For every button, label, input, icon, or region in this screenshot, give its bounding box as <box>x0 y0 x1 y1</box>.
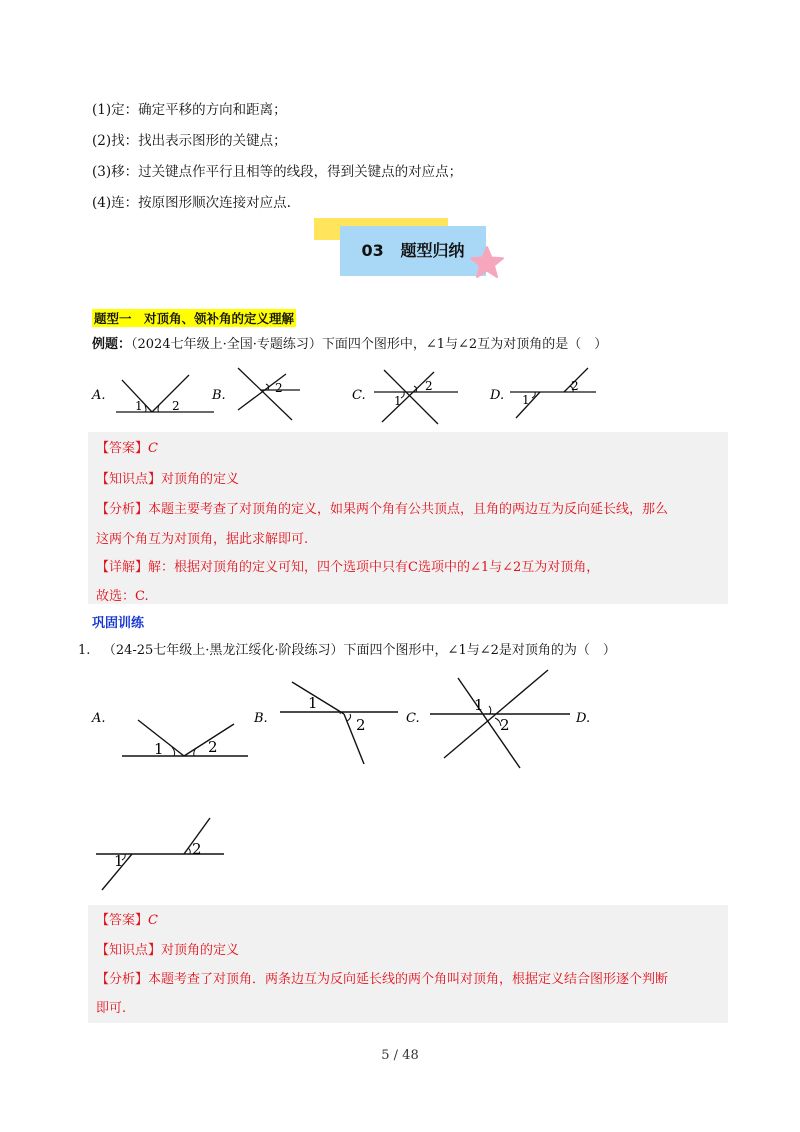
q1-option-a-label: A. <box>92 711 106 726</box>
question-type-title: 题型一 对顶角、领补角的定义理解 <box>94 311 295 326</box>
example-knowledge <box>96 468 239 487</box>
example-figure-a <box>116 375 214 413</box>
analysis-text-1: 本题主要考查了对顶角的定义，如果两个角有公共顶点，且角的两边互为反向延长线，那么 <box>148 502 669 517</box>
example-c-angle-2: 2 <box>425 379 433 393</box>
example-d-angle-2: 2 <box>571 379 579 393</box>
q1-option-b-label: B. <box>254 711 268 726</box>
example-option-d-label: D. <box>490 388 505 403</box>
section-banner <box>312 216 512 286</box>
q1-analysis-line-2: 即可. <box>96 1001 127 1016</box>
detail-text: 解：根据对顶角的定义可知，四个选项中只有C选项中的∠1与∠2互为对顶角， <box>148 560 600 575</box>
q1-d-angle-2: 2 <box>192 840 202 858</box>
example-figures <box>88 360 608 426</box>
q1-analysis-tag: 【分析】 <box>96 972 149 987</box>
q1-knowledge-tag: 【知识点】 <box>96 943 162 958</box>
q1-answer-value: C <box>148 913 158 928</box>
q1-c-angle-2: 2 <box>500 716 510 734</box>
example-analysis-line-2: 这两个角互为对顶角，据此求解即可. <box>96 532 309 547</box>
q1-knowledge <box>96 939 239 958</box>
q1-b-angle-2: 2 <box>356 716 366 734</box>
q1-d-angle-1: 1 <box>114 852 124 870</box>
q1-option-c-label: C. <box>406 711 420 726</box>
step-4: (4)连：按原图形顺次连接对应点. <box>92 195 291 211</box>
example-b-angle-2: 2 <box>275 381 283 395</box>
section-title-text: 题型归纳 <box>400 241 465 260</box>
example-detail <box>96 556 599 575</box>
example-option-c-label: C. <box>352 388 366 403</box>
step-1: (1)定：确定平移的方向和距离； <box>92 102 287 118</box>
question-1 <box>78 639 616 658</box>
q1-c-angle-1: 1 <box>474 696 484 714</box>
consolidation-title: 巩固训练 <box>92 616 145 631</box>
question-1-figures <box>88 668 608 898</box>
example-figure-c <box>374 370 458 424</box>
example-a-angle-2: 2 <box>172 399 180 413</box>
question-1-number: 1. <box>78 643 91 658</box>
example-analysis <box>96 498 668 517</box>
q1-option-d-label: D. <box>576 711 591 726</box>
example-c-angle-1: 1 <box>394 394 402 408</box>
knowledge-value: 对顶角的定义 <box>161 472 240 487</box>
example-prompt <box>92 333 607 352</box>
analysis-tag: 【分析】 <box>96 502 149 517</box>
q1-figure-b <box>280 682 398 764</box>
example-label: 例题： <box>92 337 132 352</box>
example-text: （2024七年级上·全国·专题练习）下面四个图形中，∠1与∠2互为对顶角的是（ ） <box>131 337 608 352</box>
page-number: 5 / 48 <box>381 1048 419 1063</box>
answer-tag: 【答案】 <box>96 441 149 456</box>
q1-answer-tag: 【答案】 <box>96 913 149 928</box>
q1-b-angle-1: 1 <box>308 694 318 712</box>
example-figure-d <box>510 368 596 418</box>
q1-a-angle-1: 1 <box>154 740 164 758</box>
example-figure-b <box>238 368 300 420</box>
knowledge-tag: 【知识点】 <box>96 472 162 487</box>
q1-figure-d <box>96 818 224 890</box>
question-1-text: （24-25七年级上·黑龙江绥化·阶段练习）下面四个图形中，∠1与∠2是对顶角的为（ ） <box>102 643 616 658</box>
q1-answer <box>96 909 158 928</box>
example-conclusion: 故选：C. <box>96 589 149 604</box>
q1-figure-c <box>430 670 570 768</box>
q1-analysis <box>96 968 668 987</box>
question-1-answer-box <box>88 905 728 1023</box>
example-a-angle-1: 1 <box>135 399 143 413</box>
detail-tag: 【详解】 <box>96 560 149 575</box>
section-title <box>340 226 486 276</box>
section-number: 03 <box>361 241 384 260</box>
example-option-b-label: B. <box>212 388 226 403</box>
q1-figure-a <box>122 720 248 758</box>
answer-value: C <box>148 441 158 456</box>
q1-a-angle-2: 2 <box>208 738 218 756</box>
step-2: (2)找：找出表示图形的关键点； <box>92 133 287 149</box>
star-icon <box>470 246 504 278</box>
example-answer-box <box>88 432 728 604</box>
q1-analysis-text-1: 本题考查了对顶角．两条边互为反向延长线的两个角叫对顶角，根据定义结合图形逐个判断 <box>148 972 669 987</box>
example-answer <box>96 437 158 456</box>
example-option-a-label: A. <box>92 388 106 403</box>
step-3: (3)移：过关键点作平行且相等的线段，得到关键点的对应点； <box>92 164 463 180</box>
q1-knowledge-value: 对顶角的定义 <box>161 943 240 958</box>
example-d-angle-1: 1 <box>522 393 530 407</box>
